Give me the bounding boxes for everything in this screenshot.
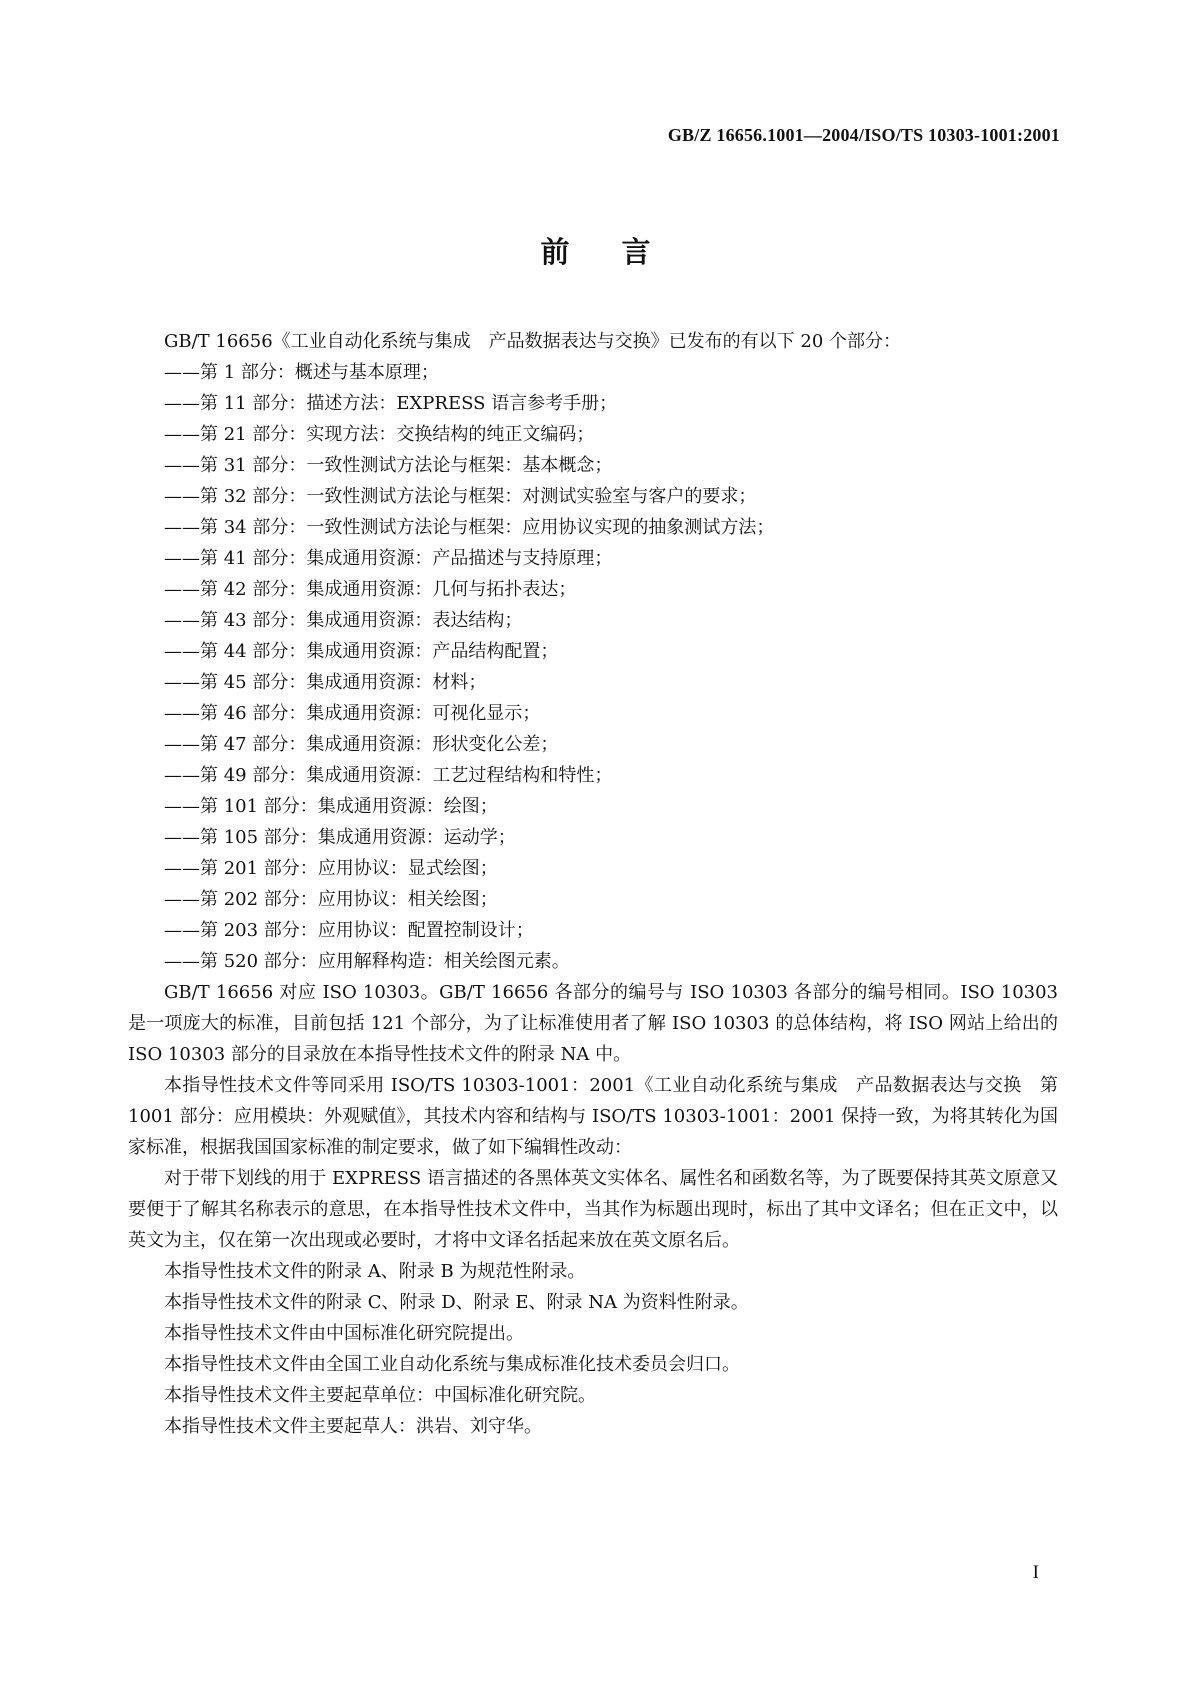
paragraph-drafting-unit: 本指导性技术文件主要起草单位：中国标准化研究院。: [164, 1385, 596, 1406]
page-title: 前言: [540, 235, 703, 269]
paragraph-informative-annexes: 本指导性技术文件的附录 C、附录 D、附录 E、附录 NA 为资料性附录。: [164, 1292, 749, 1313]
list-item: ——第 47 部分：集成通用资源：形状变化公差；: [164, 734, 559, 755]
list-item: ——第 41 部分：集成通用资源：产品描述与支持原理；: [164, 548, 613, 569]
paragraph-drafters: 本指导性技术文件主要起草人：洪岩、刘守华。: [164, 1416, 542, 1437]
list-item: ——第 49 部分：集成通用资源：工艺过程结构和特性；: [164, 765, 613, 786]
list-item: ——第 34 部分：一致性测试方法论与框架：应用协议实现的抽象测试方法；: [164, 517, 775, 538]
paragraph-committee: 本指导性技术文件由全国工业自动化系统与集成标准化技术委员会归口。: [164, 1354, 740, 1375]
list-item: ——第 201 部分：应用协议：显式绘图；: [164, 858, 498, 879]
list-item: ——第 11 部分：描述方法：EXPRESS 语言参考手册；: [164, 393, 618, 414]
list-item: ——第 105 部分：集成通用资源：运动学；: [164, 827, 516, 848]
paragraph-naming: 对于带下划线的用于 EXPRESS 语言描述的各黑体英文实体名、属性名和函数名等，为了既要保持其英文原意又要便于了解其名称表示的意思，在本指导性技术文件中，当其作为标题出现时，标出了其中文译名；但在正文中，以英文为主，仅在第一次出现或必要时，才将中文译名括起来放在英文原名后。: [128, 1168, 1058, 1251]
paragraph-proposer: 本指导性技术文件由中国标准化研究院提出。: [164, 1323, 524, 1344]
list-item: ——第 43 部分：集成通用资源：表达结构；: [164, 610, 523, 631]
list-item: ——第 21 部分：实现方法：交换结构的纯正文编码；: [164, 424, 595, 445]
list-item: ——第 42 部分：集成通用资源：几何与拓扑表达；: [164, 579, 577, 600]
list-item: ——第 44 部分：集成通用资源：产品结构配置；: [164, 641, 559, 662]
list-item: ——第 520 部分：应用解释构造：相关绘图元素。: [164, 951, 570, 972]
page-number: I: [1032, 1562, 1039, 1583]
list-item: ——第 202 部分：应用协议：相关绘图；: [164, 889, 498, 910]
standard-identifier: GB/Z 16656.1001—2004/ISO/TS 10303-1001:2001: [667, 125, 1060, 145]
list-item: ——第 46 部分：集成通用资源：可视化显示；: [164, 703, 541, 724]
paragraph-adoption: 本指导性技术文件等同采用 ISO/TS 10303-1001：2001《工业自动化系统与集成 产品数据表达与交换 第 1001 部分：应用模块：外观赋值》，其技术内容和结构与 ISO/TS 10303-1001：2001 保持一致，为将其转化为国家标准，根据我国国家标准的制定要求，做了如下编辑性改动：: [128, 1075, 1058, 1158]
document-body: [128, 326, 1058, 1442]
list-item: ——第 203 部分：应用协议：配置控制设计；: [164, 920, 534, 941]
list-item: ——第 32 部分：一致性测试方法论与框架：对测试实验室与客户的要求；: [164, 486, 757, 507]
list-item: ——第 101 部分：集成通用资源：绘图；: [164, 796, 498, 817]
list-item: ——第 31 部分：一致性测试方法论与框架：基本概念；: [164, 455, 613, 476]
paragraph-correspondence: GB/T 16656 对应 ISO 10303。GB/T 16656 各部分的编号与 ISO 10303 各部分的编号相同。ISO 10303是一项庞大的标准，目前包括 121 个部分，为了让标准使用者了解 ISO 10303 的总体结构，将 ISO 网站上给出的 ISO 10303 部分的目录放在本指导性技术文件的附录 NA 中。: [128, 982, 1058, 1065]
list-item: ——第 45 部分：集成通用资源：材料；: [164, 672, 487, 693]
parts-list: [128, 357, 1058, 977]
list-item: ——第 1 部分：概述与基本原理；: [164, 362, 439, 383]
intro-paragraph: GB/T 16656《工业自动化系统与集成 产品数据表达与交换》已发布的有以下 20 个部分：: [164, 331, 902, 352]
paragraph-normative-annexes: 本指导性技术文件的附录 A、附录 B 为规范性附录。: [164, 1261, 586, 1282]
